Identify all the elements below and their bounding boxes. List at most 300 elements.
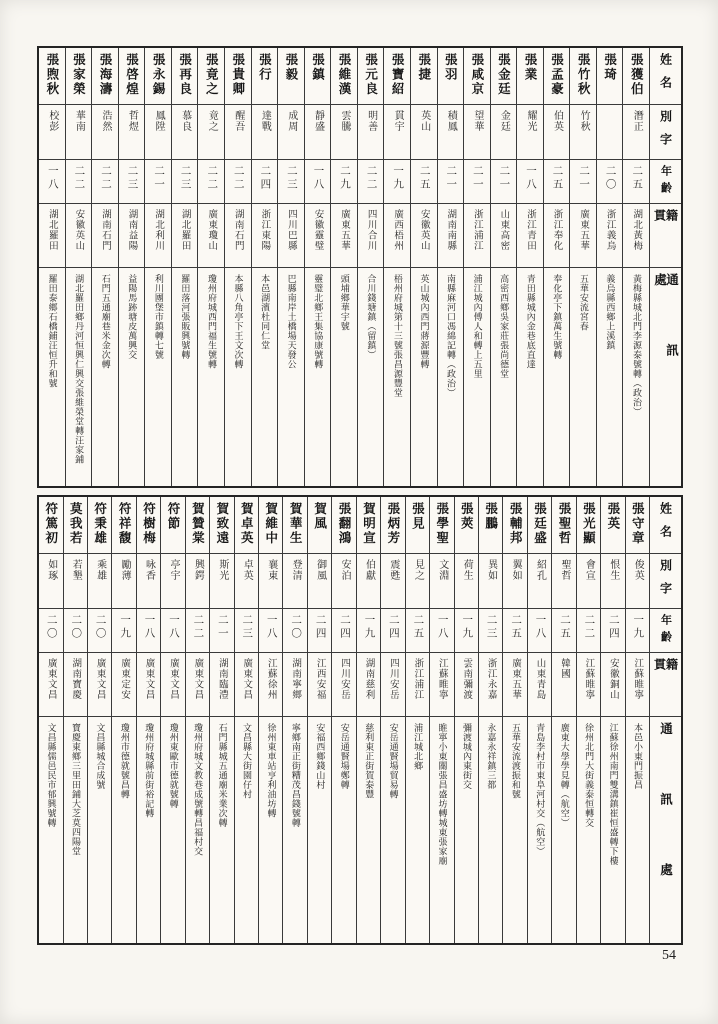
- native-cell: [570, 204, 596, 268]
- entry-column: [406, 497, 430, 943]
- age-cell: [528, 609, 551, 653]
- address-cell-text: 睢寧小東關張昌盛坊轉城東張家廟: [437, 723, 448, 866]
- entry-column: [210, 497, 234, 943]
- entry-column: [479, 497, 503, 943]
- age-cell-text: 一八: [143, 614, 155, 641]
- native-cell: [39, 204, 65, 268]
- name-cell-text: 符樹梅: [141, 502, 156, 546]
- alias-cell-text: 興鍔: [192, 559, 204, 581]
- native-cell: [479, 653, 502, 717]
- age-cell: [172, 160, 198, 204]
- age-cell-text: 二三: [126, 165, 138, 192]
- alias-cell-text: 亭宇: [167, 559, 179, 581]
- address-cell: [552, 717, 575, 943]
- alias-cell: [332, 554, 355, 609]
- entry-column: [88, 497, 112, 943]
- address-cell-text: 本縣八角亭下王文次轉: [233, 274, 244, 369]
- native-cell-text: 廣東五華: [578, 209, 589, 251]
- address-cell: [39, 717, 62, 943]
- native-cell: [137, 653, 160, 717]
- native-cell: [145, 204, 171, 268]
- age-cell-text: 一八: [312, 165, 324, 192]
- header-age-label-text: 年齡: [659, 614, 672, 648]
- alias-cell: [503, 554, 526, 609]
- address-cell: [92, 268, 118, 486]
- name-cell-text: 張貴卿: [230, 53, 245, 97]
- name-cell: [210, 497, 233, 554]
- name-cell-text: 張維漢: [337, 53, 352, 97]
- name-cell-text: 張再良: [177, 53, 192, 97]
- age-cell: [210, 609, 233, 653]
- native-cell-text: 湖南寶慶: [70, 658, 81, 700]
- entry-column: [137, 497, 161, 943]
- age-cell: [64, 609, 87, 653]
- address-cell-text: 慈利東正街賀泰豐: [364, 723, 375, 799]
- address-cell-text: 寧鄉南正街糟茂昌錢號轉: [290, 723, 301, 828]
- native-cell-text: 湖南臨澧: [216, 658, 227, 700]
- name-cell: [411, 48, 437, 105]
- alias-cell-text: 潛正: [631, 110, 643, 132]
- alias-cell: [186, 554, 209, 609]
- entry-column: [491, 48, 518, 486]
- address-cell: [491, 268, 517, 486]
- alias-cell: [626, 554, 649, 609]
- address-cell: [252, 268, 278, 486]
- native-cell: [552, 653, 575, 717]
- age-cell: [517, 160, 543, 204]
- name-cell-text: 張輔邦: [508, 502, 523, 546]
- age-cell-text: 二二: [192, 614, 204, 641]
- age-cell: [381, 609, 404, 653]
- alias-cell-text: 達戰: [259, 110, 271, 132]
- entry-column: [39, 497, 63, 943]
- entry-column: [186, 497, 210, 943]
- age-cell-text: 二一: [153, 165, 165, 192]
- age-cell-text: 二五: [412, 614, 424, 641]
- header-alias-label-text: 別字: [658, 559, 673, 605]
- address-cell: [66, 268, 92, 486]
- entry-column: [112, 497, 136, 943]
- name-cell: [305, 48, 331, 105]
- alias-cell-text: 華南: [73, 110, 85, 132]
- address-cell: [455, 717, 478, 943]
- address-cell: [479, 717, 502, 943]
- age-cell-text: 二二: [365, 165, 377, 192]
- name-cell-text: 張煦秋: [44, 53, 59, 97]
- native-cell-text: 浙江浦江: [412, 658, 423, 700]
- address-cell-text: 南縣麻河口馮綿記轉（政治）: [446, 274, 457, 398]
- alias-cell-text: 耀光: [524, 110, 536, 132]
- address-cell-text: 五華安流渡振和號: [510, 723, 521, 799]
- alias-cell-text: 登清: [290, 559, 302, 581]
- native-cell: [112, 653, 135, 717]
- age-cell-text: 二二: [206, 165, 218, 192]
- address-cell-text: 義烏縣西鄉上溪鎮: [605, 274, 616, 350]
- address-cell-text: 瓊州府城文教巷成號轉昌福村交: [193, 723, 204, 856]
- alias-cell: [438, 105, 464, 160]
- alias-cell: [528, 554, 551, 609]
- native-cell: [430, 653, 453, 717]
- entry-column: [357, 497, 381, 943]
- native-cell: [357, 653, 380, 717]
- alias-cell-text: 會宣: [583, 559, 595, 581]
- name-cell: [112, 497, 135, 554]
- header-native-label: [650, 204, 681, 268]
- native-cell-text: 四川巴縣: [285, 209, 296, 251]
- alias-cell-text: 震甦: [387, 559, 399, 581]
- age-cell: [137, 609, 160, 653]
- entry-column: [198, 48, 225, 486]
- native-cell-text: 廣東文昌: [241, 658, 252, 700]
- address-cell: [145, 268, 171, 486]
- age-cell-text: 二二: [73, 165, 85, 192]
- age-cell: [161, 609, 184, 653]
- alias-cell-text: 翼如: [510, 559, 522, 581]
- entry-column: [259, 497, 283, 943]
- name-cell: [161, 497, 184, 554]
- native-cell-text: 浙江浦江: [471, 209, 482, 251]
- native-cell: [384, 204, 410, 268]
- name-cell-text: 張寶紹: [390, 53, 405, 97]
- native-cell-text: 韓國: [558, 658, 569, 679]
- entry-column: [172, 48, 199, 486]
- entry-column: [411, 48, 438, 486]
- address-cell: [278, 268, 304, 486]
- alias-cell-text: 荷生: [461, 559, 473, 581]
- age-cell-text: 一九: [632, 614, 644, 641]
- name-cell: [479, 497, 502, 554]
- native-cell-text: 江蘇睢寧: [583, 658, 594, 700]
- name-cell-text: 張家榮: [71, 53, 86, 97]
- address-cell: [358, 268, 384, 486]
- address-cell-text: 石門縣城五通廟米業次轉: [217, 723, 228, 828]
- name-cell: [66, 48, 92, 105]
- age-cell-text: 一八: [524, 165, 536, 192]
- native-cell-text: 江蘇徐州: [265, 658, 276, 700]
- name-cell-text: 張學聖: [434, 502, 449, 546]
- entry-column: [358, 48, 385, 486]
- age-cell: [430, 609, 453, 653]
- address-cell-text: 合川錢塘鎮（留鎮）: [366, 274, 377, 360]
- name-cell: [235, 497, 258, 554]
- name-cell: [381, 497, 404, 554]
- address-cell: [332, 717, 355, 943]
- alias-cell-text: 校彭: [46, 110, 58, 132]
- native-cell: [225, 204, 251, 268]
- entry-column: [601, 497, 625, 943]
- native-cell: [597, 204, 623, 268]
- header-address-label: [650, 268, 681, 486]
- native-cell-text: 湖南石門: [99, 209, 110, 251]
- entry-column: [119, 48, 146, 486]
- alias-cell: [259, 554, 282, 609]
- age-cell: [626, 609, 649, 653]
- age-cell-text: 二〇: [94, 614, 106, 641]
- alias-cell: [308, 554, 331, 609]
- age-cell: [308, 609, 331, 653]
- alias-cell: [137, 554, 160, 609]
- entry-column: [552, 497, 576, 943]
- native-cell: [172, 204, 198, 268]
- address-cell-text: 奉化亭下鎮萬生號轉: [552, 274, 563, 360]
- native-cell-text: 雲南彌渡: [461, 658, 472, 700]
- native-cell: [308, 653, 331, 717]
- age-cell-text: 二四: [259, 165, 271, 192]
- native-cell-text: 浙江義烏: [604, 209, 615, 251]
- address-cell: [119, 268, 145, 486]
- age-cell: [411, 160, 437, 204]
- name-cell-text: 賀卓英: [239, 502, 254, 546]
- age-cell-text: 一八: [167, 614, 179, 641]
- name-cell: [601, 497, 624, 554]
- age-cell-text: 二〇: [604, 165, 616, 192]
- alias-cell-text: 竹秋: [578, 110, 590, 132]
- address-cell: [137, 717, 160, 943]
- name-cell-text: 張守章: [630, 502, 645, 546]
- age-cell-text: 二一: [578, 165, 590, 192]
- age-cell-text: 一八: [436, 614, 448, 641]
- alias-cell: [119, 105, 145, 160]
- native-cell-text: 湖南寧鄉: [290, 658, 301, 700]
- native-cell: [601, 653, 624, 717]
- native-cell: [305, 204, 331, 268]
- name-cell: [278, 48, 304, 105]
- name-cell: [570, 48, 596, 105]
- age-cell: [39, 609, 62, 653]
- native-cell-text: 廣東文昌: [143, 658, 154, 700]
- name-cell-text: 張金廷: [496, 53, 511, 97]
- native-cell: [210, 653, 233, 717]
- name-cell-text: 賀明宣: [361, 502, 376, 546]
- entry-column: [332, 497, 356, 943]
- alias-cell-text: 貫宇: [392, 110, 404, 132]
- address-cell-text: 五華安流宮春: [578, 274, 589, 331]
- alias-cell: [145, 105, 171, 160]
- age-cell-text: 二四: [314, 614, 326, 641]
- native-cell-text: 湖北利川: [153, 209, 164, 251]
- address-cell-text: 江蘇徐州南門雙溝鎮崔恒盛轉下樓: [608, 723, 619, 866]
- entry-column: [503, 497, 527, 943]
- name-cell: [528, 497, 551, 554]
- age-cell-text: 二〇: [70, 614, 82, 641]
- entry-column: [225, 48, 252, 486]
- name-cell-text: 賀致遠: [214, 502, 229, 546]
- address-cell-text: 瓊州府城西門福生號轉: [206, 274, 217, 369]
- alias-cell: [283, 554, 306, 609]
- entry-column: [283, 497, 307, 943]
- directory-table-wrap: [37, 46, 683, 945]
- age-cell-text: 一九: [461, 614, 473, 641]
- address-cell-text: 徐州北門大街義泰恒轉交: [584, 723, 595, 828]
- native-cell-text: 廣東文昌: [45, 658, 56, 700]
- address-cell: [528, 717, 551, 943]
- name-cell-text: 張海濤: [97, 53, 112, 97]
- address-cell-text: 巴縣南岸土橋場天發公: [286, 274, 297, 369]
- alias-cell: [357, 554, 380, 609]
- name-cell-text: 符篤初: [43, 502, 58, 546]
- age-cell: [597, 160, 623, 204]
- address-cell: [626, 717, 649, 943]
- native-cell: [544, 204, 570, 268]
- age-cell: [225, 160, 251, 204]
- address-cell: [161, 717, 184, 943]
- native-cell-text: 安徽銅山: [607, 658, 618, 700]
- age-cell: [544, 160, 570, 204]
- native-cell: [283, 653, 306, 717]
- name-cell-text: 張永錫: [151, 53, 166, 97]
- name-cell: [517, 48, 543, 105]
- age-cell-text: 二〇: [45, 614, 57, 641]
- entry-column: [517, 48, 544, 486]
- name-cell-text: 張鵬: [483, 502, 498, 531]
- age-cell-text: 一八: [265, 614, 277, 641]
- address-cell: [39, 268, 65, 486]
- address-cell-text: 廣東大學學見轉（航空）: [559, 723, 570, 828]
- address-cell: [357, 717, 380, 943]
- address-cell: [411, 268, 437, 486]
- address-cell-text: 永嘉永祥鎮三都: [486, 723, 497, 790]
- age-cell: [332, 609, 355, 653]
- native-cell-text: 山東高密: [498, 209, 509, 251]
- name-cell-text: 張見: [410, 502, 425, 531]
- native-cell-text: 安徽英山: [418, 209, 429, 251]
- age-cell: [259, 609, 282, 653]
- alias-cell: [161, 554, 184, 609]
- register-table-bottom: [37, 495, 683, 945]
- alias-cell: [411, 105, 437, 160]
- age-cell-text: 二〇: [290, 614, 302, 641]
- address-cell-text: 浦江城北鄉: [413, 723, 424, 771]
- name-cell: [119, 48, 145, 105]
- name-cell-text: 張啓煌: [124, 53, 139, 97]
- alias-cell: [112, 554, 135, 609]
- entry-column: [64, 497, 88, 943]
- name-cell: [357, 497, 380, 554]
- header-address-label-text: 通訊處: [658, 722, 673, 934]
- address-cell: [308, 717, 331, 943]
- address-cell: [305, 268, 331, 486]
- header-address-label-text: 通訊處: [652, 273, 679, 414]
- address-cell: [259, 717, 282, 943]
- native-cell-text: 湖南益陽: [126, 209, 137, 251]
- name-cell-text: 賀維中: [263, 502, 278, 546]
- native-cell-text: 廣西梧州: [392, 209, 403, 251]
- native-cell-text: 湖北羅田: [46, 209, 57, 251]
- alias-cell-text: 異如: [485, 559, 497, 581]
- name-cell: [331, 48, 357, 105]
- age-cell: [503, 609, 526, 653]
- alias-cell: [278, 105, 304, 160]
- alias-cell: [406, 554, 429, 609]
- alias-cell: [517, 105, 543, 160]
- alias-cell-text: 伯獻: [363, 559, 375, 581]
- age-cell-text: 二二: [583, 614, 595, 641]
- age-cell-text: 一九: [392, 165, 404, 192]
- name-cell: [491, 48, 517, 105]
- age-cell: [455, 609, 478, 653]
- age-cell: [145, 160, 171, 204]
- alias-cell: [305, 105, 331, 160]
- address-cell-text: 石門五通廟巷米金次轉: [100, 274, 111, 369]
- native-cell-text: 湖北黃梅: [631, 209, 642, 251]
- name-cell: [626, 497, 649, 554]
- header-alias-label: [650, 105, 681, 160]
- alias-cell-text: 成周: [285, 110, 297, 132]
- name-cell: [64, 497, 87, 554]
- age-cell: [570, 160, 596, 204]
- native-cell: [88, 653, 111, 717]
- alias-cell-text: 乘雄: [94, 559, 106, 581]
- address-cell: [406, 717, 429, 943]
- entry-column: [430, 497, 454, 943]
- address-cell-text: 文昌縣大街園仔村: [242, 723, 253, 799]
- alias-cell: [570, 105, 596, 160]
- name-cell-text: 張捷: [416, 53, 431, 82]
- native-cell: [235, 653, 258, 717]
- alias-cell-text: 金廷: [498, 110, 510, 132]
- age-cell-text: 二三: [179, 165, 191, 192]
- native-cell-text: 湖北羅田: [179, 209, 190, 251]
- native-cell-text: 廣東五華: [339, 209, 350, 251]
- name-cell: [252, 48, 278, 105]
- alias-cell: [172, 105, 198, 160]
- name-cell-text: 張竹秋: [576, 53, 591, 97]
- age-cell: [92, 160, 118, 204]
- age-cell-text: 二一: [216, 614, 228, 641]
- age-cell: [88, 609, 111, 653]
- alias-cell-text: 醒吾: [232, 110, 244, 132]
- name-cell: [259, 497, 282, 554]
- age-cell: [283, 609, 306, 653]
- address-cell: [172, 268, 198, 486]
- age-cell: [601, 609, 624, 653]
- age-cell-text: 一九: [363, 614, 375, 641]
- alias-cell-text: 恨生: [607, 559, 619, 581]
- name-cell-text: 張琦: [602, 53, 617, 82]
- name-cell-text: 張廷盛: [532, 502, 547, 546]
- alias-cell: [479, 554, 502, 609]
- entry-column: [623, 48, 650, 486]
- age-cell: [66, 160, 92, 204]
- native-cell: [92, 204, 118, 268]
- native-cell-text: 浙江永嘉: [485, 658, 496, 700]
- name-cell-text: 賀華生: [288, 502, 303, 546]
- address-cell-text: 靈璧北鄉王集協康號轉: [313, 274, 324, 369]
- entry-column: [455, 497, 479, 943]
- native-cell: [186, 653, 209, 717]
- alias-cell: [66, 105, 92, 160]
- alias-cell: [210, 554, 233, 609]
- alias-cell: [235, 554, 258, 609]
- entry-column: [305, 48, 332, 486]
- alias-cell-text: 靜盛: [312, 110, 324, 132]
- native-cell-text: 浙江奉化: [551, 209, 562, 251]
- native-cell-text: 山東青島: [534, 658, 545, 700]
- entry-column: [161, 497, 185, 943]
- age-cell-text: 二四: [339, 614, 351, 641]
- name-cell-text: 張聖哲: [556, 502, 571, 546]
- name-cell-text: 張獲伯: [629, 53, 644, 97]
- alias-cell-text: 勵薄: [119, 559, 131, 581]
- address-cell: [225, 268, 251, 486]
- header-age-label: [650, 160, 681, 204]
- entry-column: [544, 48, 571, 486]
- alias-cell: [597, 105, 623, 160]
- native-cell: [252, 204, 278, 268]
- entry-column: [381, 497, 405, 943]
- name-cell-text: 張行: [257, 53, 272, 82]
- age-cell: [358, 160, 384, 204]
